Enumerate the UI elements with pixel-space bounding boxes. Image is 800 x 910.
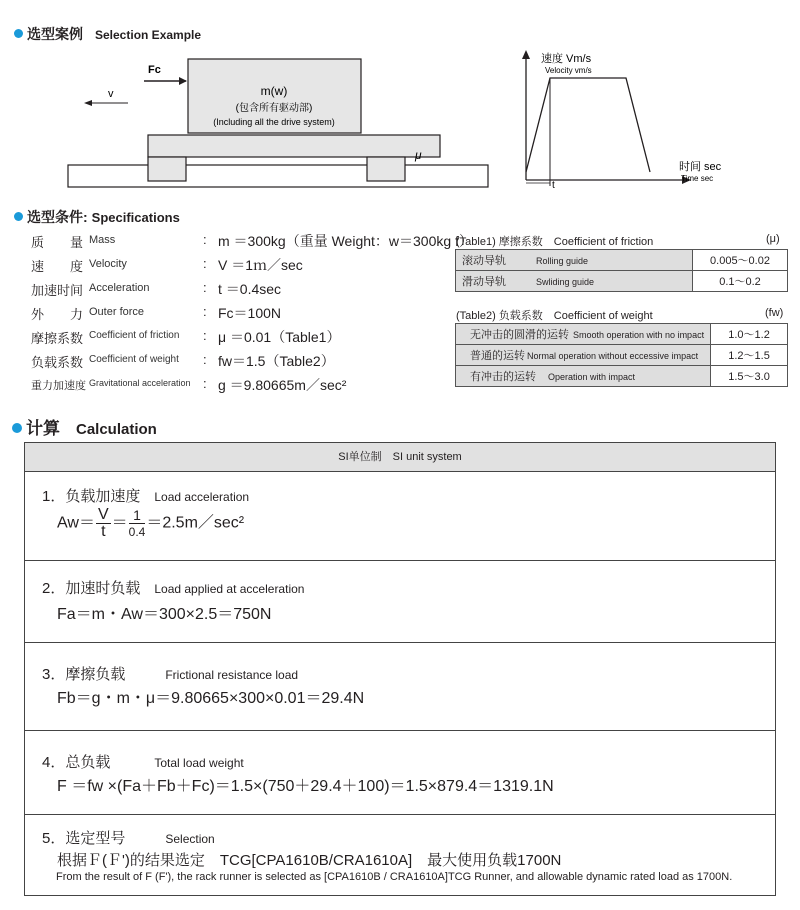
velocity-axis-label-en: Velocity vm/s [545, 66, 592, 75]
selection-example-title: 选型案例 Selection Example [14, 24, 201, 44]
table-plate [148, 135, 440, 157]
selection-note: From the result of F (F'), the rack runner is selected as [CPA1610B / CRA1610A]TCG Runner, and allowable dynamic rated load as 1700N. [56, 871, 733, 883]
time-axis-label-en: Time sec [681, 174, 714, 183]
t-label: t [552, 180, 555, 191]
section-heading: 2．加速时负载 Load applied at acceleration [42, 580, 305, 597]
table-row: 滚动导轨 Rolling guide 0.005～0.02 [456, 250, 788, 271]
specifications-title: 选型条件: Specifications [14, 207, 180, 227]
table2-symbol: (fw) [765, 307, 784, 319]
table1-symbol: (μ) [766, 233, 780, 245]
mu-label: μ [415, 148, 422, 162]
rail [68, 165, 488, 187]
acceleration-load-formula: Fa＝m・Aw＝300×2.5＝750N [57, 606, 272, 623]
calc-section-total-load [25, 731, 775, 815]
bullet-icon [14, 29, 23, 38]
bullet-icon [14, 212, 23, 221]
table-row: 无冲击的圆滑的运转 Smooth operation with no impact 1.0～1.2 [456, 324, 788, 345]
table1-caption: (Table1) 摩擦系数 Coefficient of friction [456, 236, 654, 248]
spec-row-friction: 摩擦系数 Coefficient of friction : μ ＝0.01（Table1） [31, 328, 341, 346]
section-heading: 1．负载加速度 Load acceleration [42, 488, 250, 505]
time-axis-label-cn: 时间 sec [679, 161, 722, 173]
spec-row-gravity: 重力加速度 Gravitational acceleration : g ＝9.80665m／sec² [31, 376, 347, 393]
calc-section-acceleration-load [25, 561, 775, 643]
weight-coefficient-table [455, 323, 788, 387]
table-row: 普通的运转 Normal operation without eccessive impact 1.2～1.5 [456, 345, 788, 366]
table-row: 滑动导轨 Swliding guide 0.1～0.2 [456, 271, 788, 292]
spec-row-acceleration: 加速时间 Acceleration : t ＝0.4sec [31, 280, 282, 298]
fc-arrow-icon [179, 77, 187, 85]
spec-row-mass: 质 量 Mass : m ＝300kg（重量 Weight：w＝300kg f） [31, 232, 473, 250]
table-row: 有冲击的运转 Operation with impact 1.5～3.0 [456, 366, 788, 387]
include-en-label: (Including all the drive system) [213, 117, 335, 127]
velocity-time-graph [505, 44, 740, 194]
calculation-box [24, 442, 776, 896]
fc-label: Fc [148, 64, 161, 76]
mechanism-diagram [60, 55, 500, 195]
spec-row-weight-coefficient: 负载系数 Coefficient of weight : fw＝1.5（Table2） [31, 352, 335, 370]
runner-block-left [148, 157, 186, 181]
calculation-title: 计算 Calculation [12, 414, 157, 439]
section-heading: 5．选定型号 Selection [42, 830, 215, 847]
friction-table [455, 249, 788, 292]
include-cn-label: (包含所有驱动部) [235, 103, 313, 114]
calc-section-friction-load [25, 643, 775, 731]
spec-row-velocity: 速 度 Velocity : V ＝1ｍ／sec [31, 256, 303, 274]
calc-section-load-acceleration [25, 471, 775, 561]
section-heading: 4．总负载 Total load weight [42, 754, 244, 771]
velocity-profile-line [526, 78, 650, 172]
velocity-arrow-icon [84, 100, 92, 106]
velocity-axis-label-cn: 速度 Vm/s [541, 53, 592, 65]
section-heading: 3．摩擦负载 Frictional resistance load [42, 666, 299, 683]
v-label: v [108, 88, 114, 100]
total-load-formula: F ＝fw ×(Fa＋Fb＋Fc)＝1.5×(750＋29.4＋100)＝1.5×879.4＝1319.1N [57, 778, 554, 795]
friction-load-formula: Fb＝g・m・μ＝9.80665×300×0.01＝29.4N [57, 690, 365, 707]
load-acceleration-formula: Aw＝ $\frac{V}{t}$ ＝ $\frac{1}{0.4}$ ＝2.5m／sec² [57, 506, 245, 540]
mass-label: m(w) [260, 84, 288, 98]
calc-section-selection [25, 815, 775, 895]
bullet-icon [12, 423, 22, 433]
spec-row-outer-force: 外 力 Outer force : Fc＝100N [31, 304, 282, 322]
table2-caption: (Table2) 负载系数 Coefficient of weight [456, 310, 653, 322]
runner-block-right [367, 157, 405, 181]
y-axis-arrow-icon [522, 50, 530, 59]
selection-result: 根据Ｆ(Ｆ')的结果选定 TCG[CPA1610B/CRA1610A] 最大使用负载1700N [57, 852, 562, 869]
unit-system-header: SI单位制 SI unit system [25, 443, 775, 472]
